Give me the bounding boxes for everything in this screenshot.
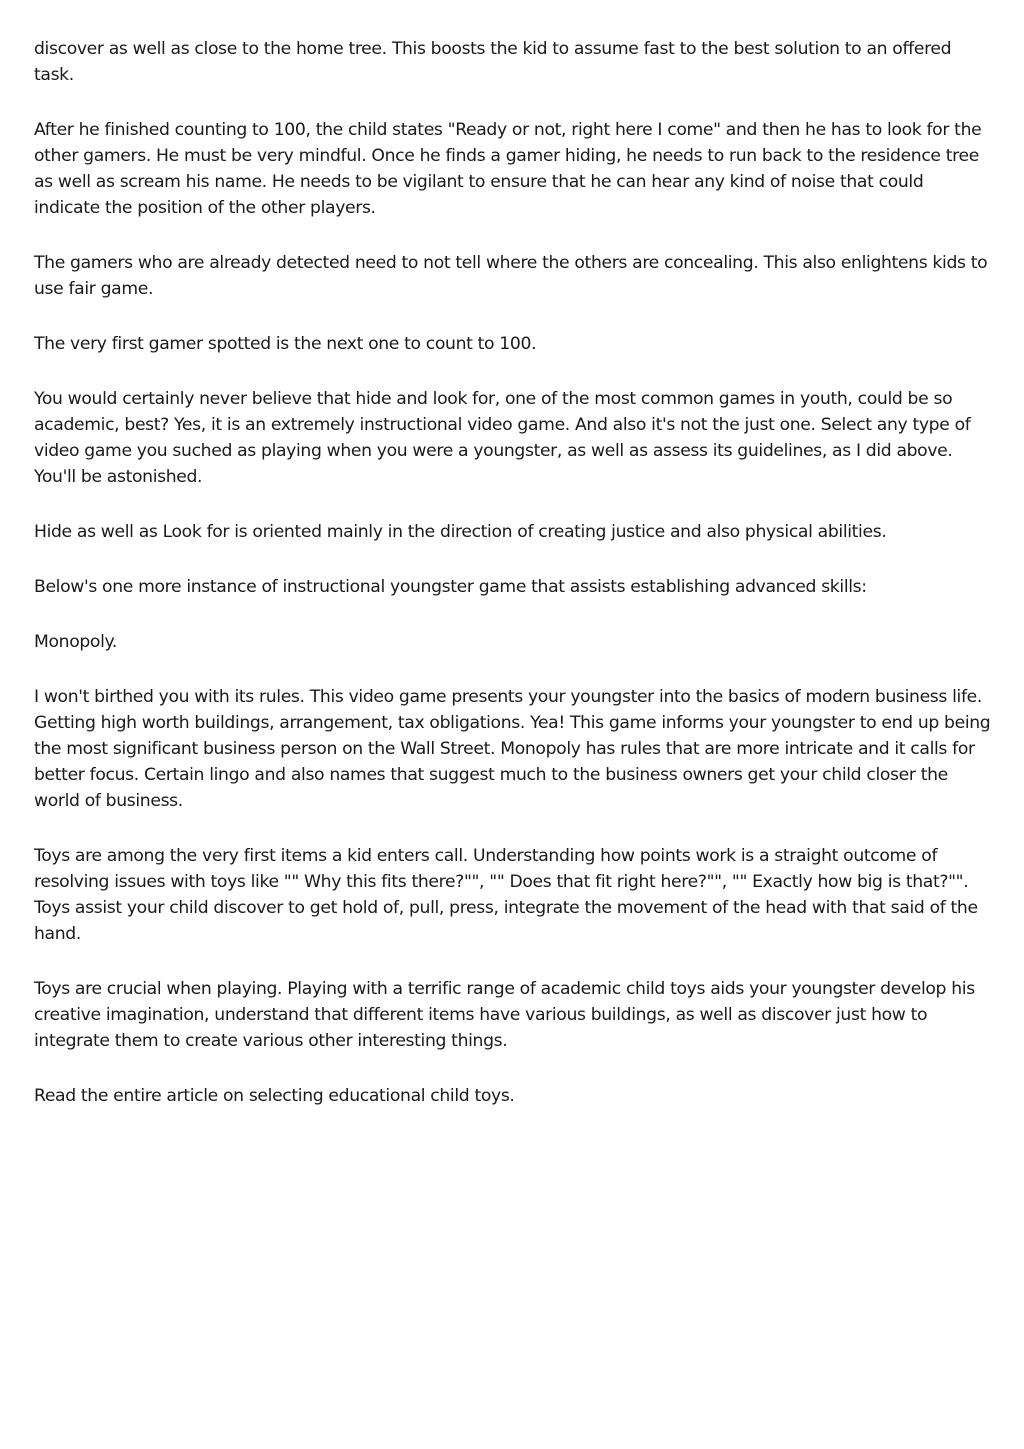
paragraph: Monopoly. <box>34 632 117 652</box>
paragraph: You would certainly never believe that hide and look for, one of the most common games in youth, could be so academic, best? Yes, it is an extremely instructional video game. And also it's not the just one. Select any type of video game you suched as playing when you were a youngster, as well as assess its guidelines, as I did above. You'll be astonished. <box>34 389 971 487</box>
paragraph: Toys are crucial when playing. Playing with a terrific range of academic child toys aids your youngster develop his creative imagination, understand that different items have various buildings, as well as discover just how to integrate them to create various other interesting things. <box>34 979 975 1051</box>
paragraph: Toys are among the very first items a kid enters call. Understanding how points work is a straight outcome of resolving issues with toys like "" Why this fits there?"", "" Does that fit right here?"", "" Exactly how big is that?"". Toys assist your child discover to get hold of, pull, press, integrate the movement of the head with that said of the hand. <box>34 846 978 944</box>
paragraph: The gamers who are already detected need to not tell where the others are concealing. This also enlightens kids to use fair game. <box>34 253 988 299</box>
paragraph: The very first gamer spotted is the next one to count to 100. <box>34 334 537 354</box>
paragraph: discover as well as close to the home tree. This boosts the kid to assume fast to the best solution to an offered task. <box>34 39 952 85</box>
paragraph: After he finished counting to 100, the child states "Ready or not, right here I come" and then he has to look for the other gamers. He must be very mindful. Once he finds a gamer hiding, he needs to run back to the residence tree as well as scream his name. He needs to be vigilant to ensure that he can hear any kind of noise that could indicate the position of the other players. <box>34 120 982 218</box>
paragraph: Hide as well as Look for is oriented mainly in the direction of creating justice and also physical abilities. <box>34 522 887 542</box>
document-body <box>34 36 994 1138</box>
paragraph: I won't birthed you with its rules. This video game presents your youngster into the basics of modern business life. Getting high worth buildings, arrangement, tax obligations. Yea! This game informs your youngster to end up being the most significant business person on the Wall Street. Monopoly has rules that are more intricate and it calls for better focus. Certain lingo and also names that suggest much to the business owners get your child closer the world of business. <box>34 687 991 811</box>
paragraph: Read the entire article on selecting educational child toys. <box>34 1086 515 1106</box>
paragraph: Below's one more instance of instructional youngster game that assists establishing advanced skills: <box>34 577 867 597</box>
